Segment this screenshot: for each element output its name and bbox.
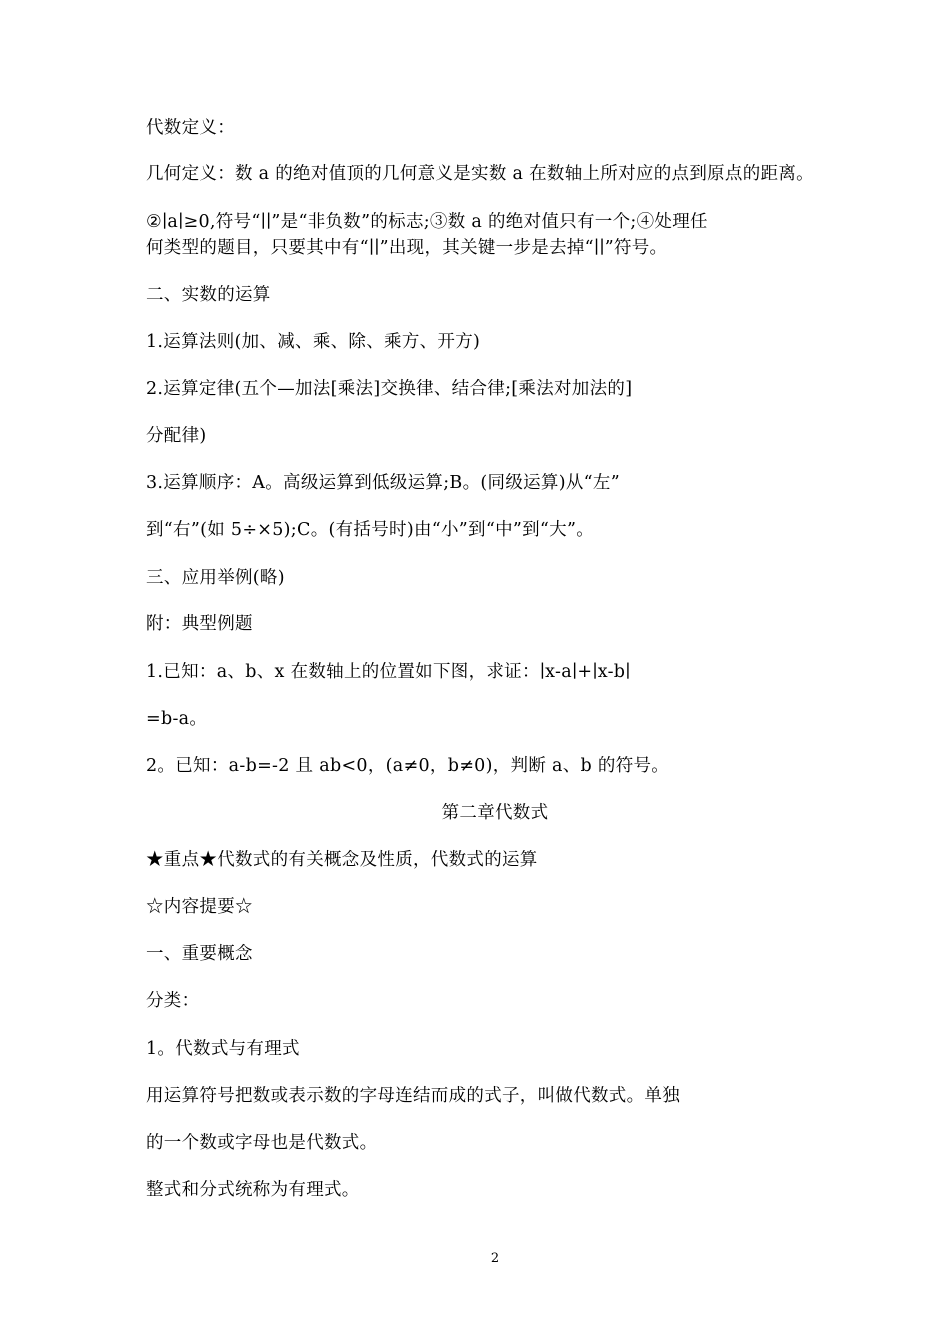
section-heading-application-examples: 三、应用举例(略): [146, 568, 285, 588]
geometric-definition-line: 几何定义：数 a 的绝对值顶的几何意义是实数 a 在数轴上所对应的点到原点的距离。: [146, 164, 814, 184]
example-1-line-2: =b-a。: [146, 709, 208, 729]
section-heading-important-concepts: 一、重要概念: [146, 944, 253, 964]
page-number: 2: [490, 1251, 500, 1266]
rational-expression-definition-line: 整式和分式统称为有理式。: [146, 1180, 360, 1200]
algebraic-expression-definition-line-2: 的一个数或字母也是代数式。: [146, 1133, 378, 1153]
content-summary-heading: ☆内容提要☆: [146, 897, 253, 917]
operation-order-line-2: 到“右”(如 5÷×5);C。(有括号时)由“小”到“中”到“大”。: [146, 520, 595, 540]
typical-examples-heading: 附：典型例题: [146, 614, 253, 634]
chapter-title: 第二章代数式: [441, 803, 549, 823]
algebraic-definition-line: 代数定义：: [146, 118, 235, 138]
distributive-law-line: 分配律): [146, 426, 207, 446]
operation-order-line-1: 3.运算顺序：A。高级运算到低级运算;B。(同级运算)从“左”: [146, 473, 620, 493]
algebraic-expression-definition-line-1: 用运算符号把数或表示数的字母连结而成的式子，叫做代数式。单独: [146, 1086, 680, 1106]
example-2-line: 2。已知：a-b=-2 且 ab<0，(a≠0，b≠0)，判断 a、b 的符号。: [146, 756, 670, 776]
absolute-value-properties-line-2: 何类型的题目，只要其中有“∣∣”出现，其关键一步是去掉“∣∣”符号。: [146, 238, 668, 258]
operation-laws-line: 2.运算定律(五个—加法[乘法]交换律、结合律;[乘法对加法的]: [146, 379, 633, 399]
example-1-line-1: 1.已知：a、b、x 在数轴上的位置如下图，求证：∣x-a∣+∣x-b∣: [146, 662, 631, 682]
key-points-line: ★重点★代数式的有关概念及性质，代数式的运算: [146, 850, 538, 870]
section-heading-real-number-operations: 二、实数的运算: [146, 285, 271, 305]
subheading-algebraic-rational-expressions: 1。代数式与有理式: [146, 1039, 300, 1059]
classification-heading: 分类：: [146, 991, 200, 1011]
operation-rules-line: 1.运算法则(加、减、乘、除、乘方、开方): [146, 332, 481, 352]
absolute-value-properties-line-1: ②∣a∣≥0,符号“∣∣”是“非负数”的标志;③数 a 的绝对值只有一个;④处理任: [146, 212, 708, 232]
